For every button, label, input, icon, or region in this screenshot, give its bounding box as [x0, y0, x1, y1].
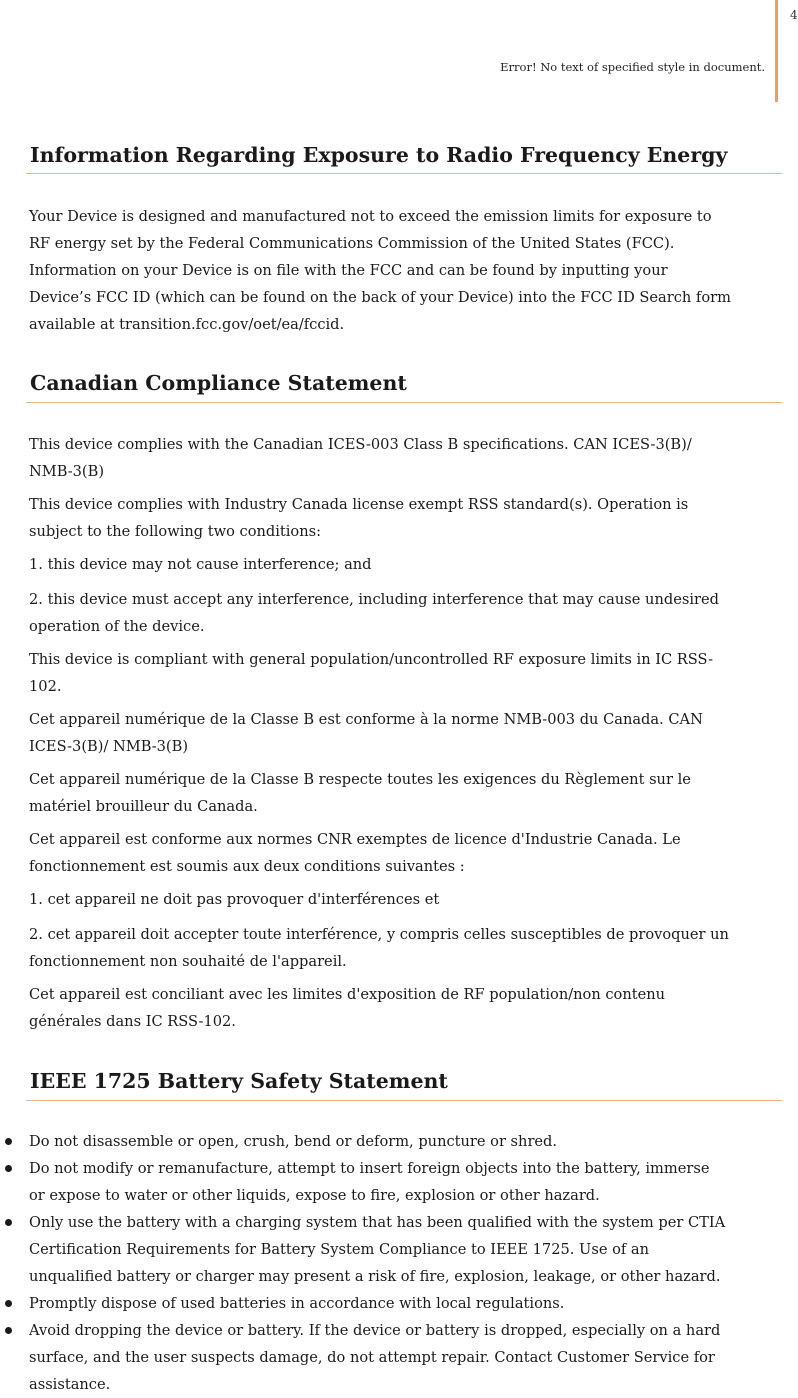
canada-divider [26, 402, 782, 403]
bullet-line: surface, and the user suspects damage, do not attempt repair. Contact Customer Service for [29, 1349, 715, 1366]
canada-line: ICES-3(B)/ NMB-3(B) [29, 738, 189, 755]
canada-line: 2. this device must accept any interference, including interference that may cause undesired [29, 591, 719, 608]
bullet-line: Do not disassemble or open, crush, bend or deform, puncture or shred. [29, 1133, 558, 1150]
bullet-icon [5, 1300, 12, 1307]
bullet-line: Avoid dropping the device or battery. If the device or battery is dropped, especially on a hard [29, 1322, 721, 1339]
bullet-line: Promptly dispose of used batteries in accordance with local regulations. [29, 1295, 565, 1312]
canada-paragraph [29, 826, 779, 880]
canada-line: fonctionnement est soumis aux deux conditions suivantes : [29, 858, 465, 875]
bullet-line: or expose to water or other liquids, expose to fire, explosion or other hazard. [29, 1187, 600, 1204]
canada-section [28, 371, 782, 401]
rf-exposure-body [29, 203, 779, 338]
canada-line: Cet appareil numérique de la Classe B est conforme à la norme NMB-003 du Canada. CAN [29, 711, 703, 728]
canada-line: operation of the device. [29, 618, 205, 635]
canada-line: générales dans IC RSS-102. [29, 1013, 236, 1030]
battery-section [28, 1069, 782, 1099]
bullet-line: unqualified battery or charger may present a risk of fire, explosion, leakage, or other hazard. [29, 1268, 721, 1285]
rf-exposure-divider [26, 173, 782, 174]
canada-paragraph [29, 491, 779, 545]
rf-line: RF energy set by the Federal Communications Commission of the United States (FCC). [29, 235, 675, 252]
canada-heading: Canadian Compliance Statement [30, 371, 407, 395]
canada-paragraph [29, 551, 779, 578]
rf-exposure-heading: Information Regarding Exposure to Radio Frequency Energy [30, 143, 728, 167]
canada-line: This device complies with Industry Canada license exempt RSS standard(s). Operation is [29, 496, 689, 513]
canada-paragraph [29, 706, 779, 760]
rf-line: Device’s FCC ID (which can be found on the back of your Device) into the FCC ID Search form [29, 289, 731, 306]
bullet-icon [5, 1138, 12, 1145]
canada-line: 102. [29, 678, 62, 695]
bullet-line: Certification Requirements for Battery System Compliance to IEEE 1725. Use of an [29, 1241, 650, 1258]
header-accent-rule [775, 0, 778, 102]
canada-line: This device complies with the Canadian ICES-003 Class B specifications. CAN ICES-3(B)/ [29, 436, 692, 453]
battery-divider [26, 1100, 782, 1101]
canada-line: fonctionnement non souhaité de l'appareil. [29, 953, 347, 970]
bullet-line: Only use the battery with a charging system that has been qualified with the system per CTIA [29, 1214, 726, 1231]
bullet-icon [5, 1219, 12, 1226]
battery-heading: IEEE 1725 Battery Safety Statement [30, 1069, 448, 1093]
canada-line: Cet appareil est conciliant avec les limites d'exposition de RF population/non contenu [29, 986, 666, 1003]
bullet-line: Do not modify or remanufacture, attempt to insert foreign objects into the battery, immerse [29, 1160, 710, 1177]
bullet-icon [5, 1327, 12, 1334]
canada-paragraph [29, 646, 779, 700]
canada-paragraph [29, 921, 779, 975]
canada-paragraph [29, 586, 779, 640]
canada-line: NMB-3(B) [29, 463, 105, 480]
bullet-line: assistance. [29, 1376, 111, 1393]
canada-paragraph [29, 431, 779, 485]
canada-paragraph [29, 981, 779, 1035]
rf-line: Your Device is designed and manufactured not to exceed the emission limits for exposure to [29, 208, 712, 225]
rf-line: Information on your Device is on file with the FCC and can be found by inputting your [29, 262, 668, 279]
bullet-icon [5, 1165, 12, 1172]
canada-line: subject to the following two conditions: [29, 523, 322, 540]
rf-exposure-section [28, 143, 782, 173]
canada-line: 2. cet appareil doit accepter toute interférence, y compris celles susceptibles de provoquer un [29, 926, 729, 943]
canada-line: matériel brouilleur du Canada. [29, 798, 258, 815]
page-number: 4 [790, 8, 798, 22]
list-item [0, 1128, 774, 1155]
canada-line: 1. cet appareil ne doit pas provoquer d'interférences et [29, 891, 440, 908]
canada-line: Cet appareil numérique de la Classe B respecte toutes les exigences du Règlement sur le [29, 771, 691, 788]
list-item [0, 1209, 774, 1290]
list-item [0, 1290, 774, 1317]
canada-paragraph [29, 766, 779, 820]
canada-line: This device is compliant with general population/uncontrolled RF exposure limits in IC RSS- [29, 651, 713, 668]
header-note: Error! No text of specified style in document. [500, 60, 765, 74]
canada-line: Cet appareil est conforme aux normes CNR exemptes de licence d'Industrie Canada. Le [29, 831, 681, 848]
list-item [0, 1155, 774, 1209]
battery-bullet-list [0, 1128, 795, 1398]
canada-paragraph [29, 886, 779, 913]
list-item [0, 1317, 774, 1398]
rf-line: available at transition.fcc.gov/oet/ea/fccid. [29, 316, 345, 333]
canada-line: 1. this device may not cause interference; and [29, 556, 372, 573]
